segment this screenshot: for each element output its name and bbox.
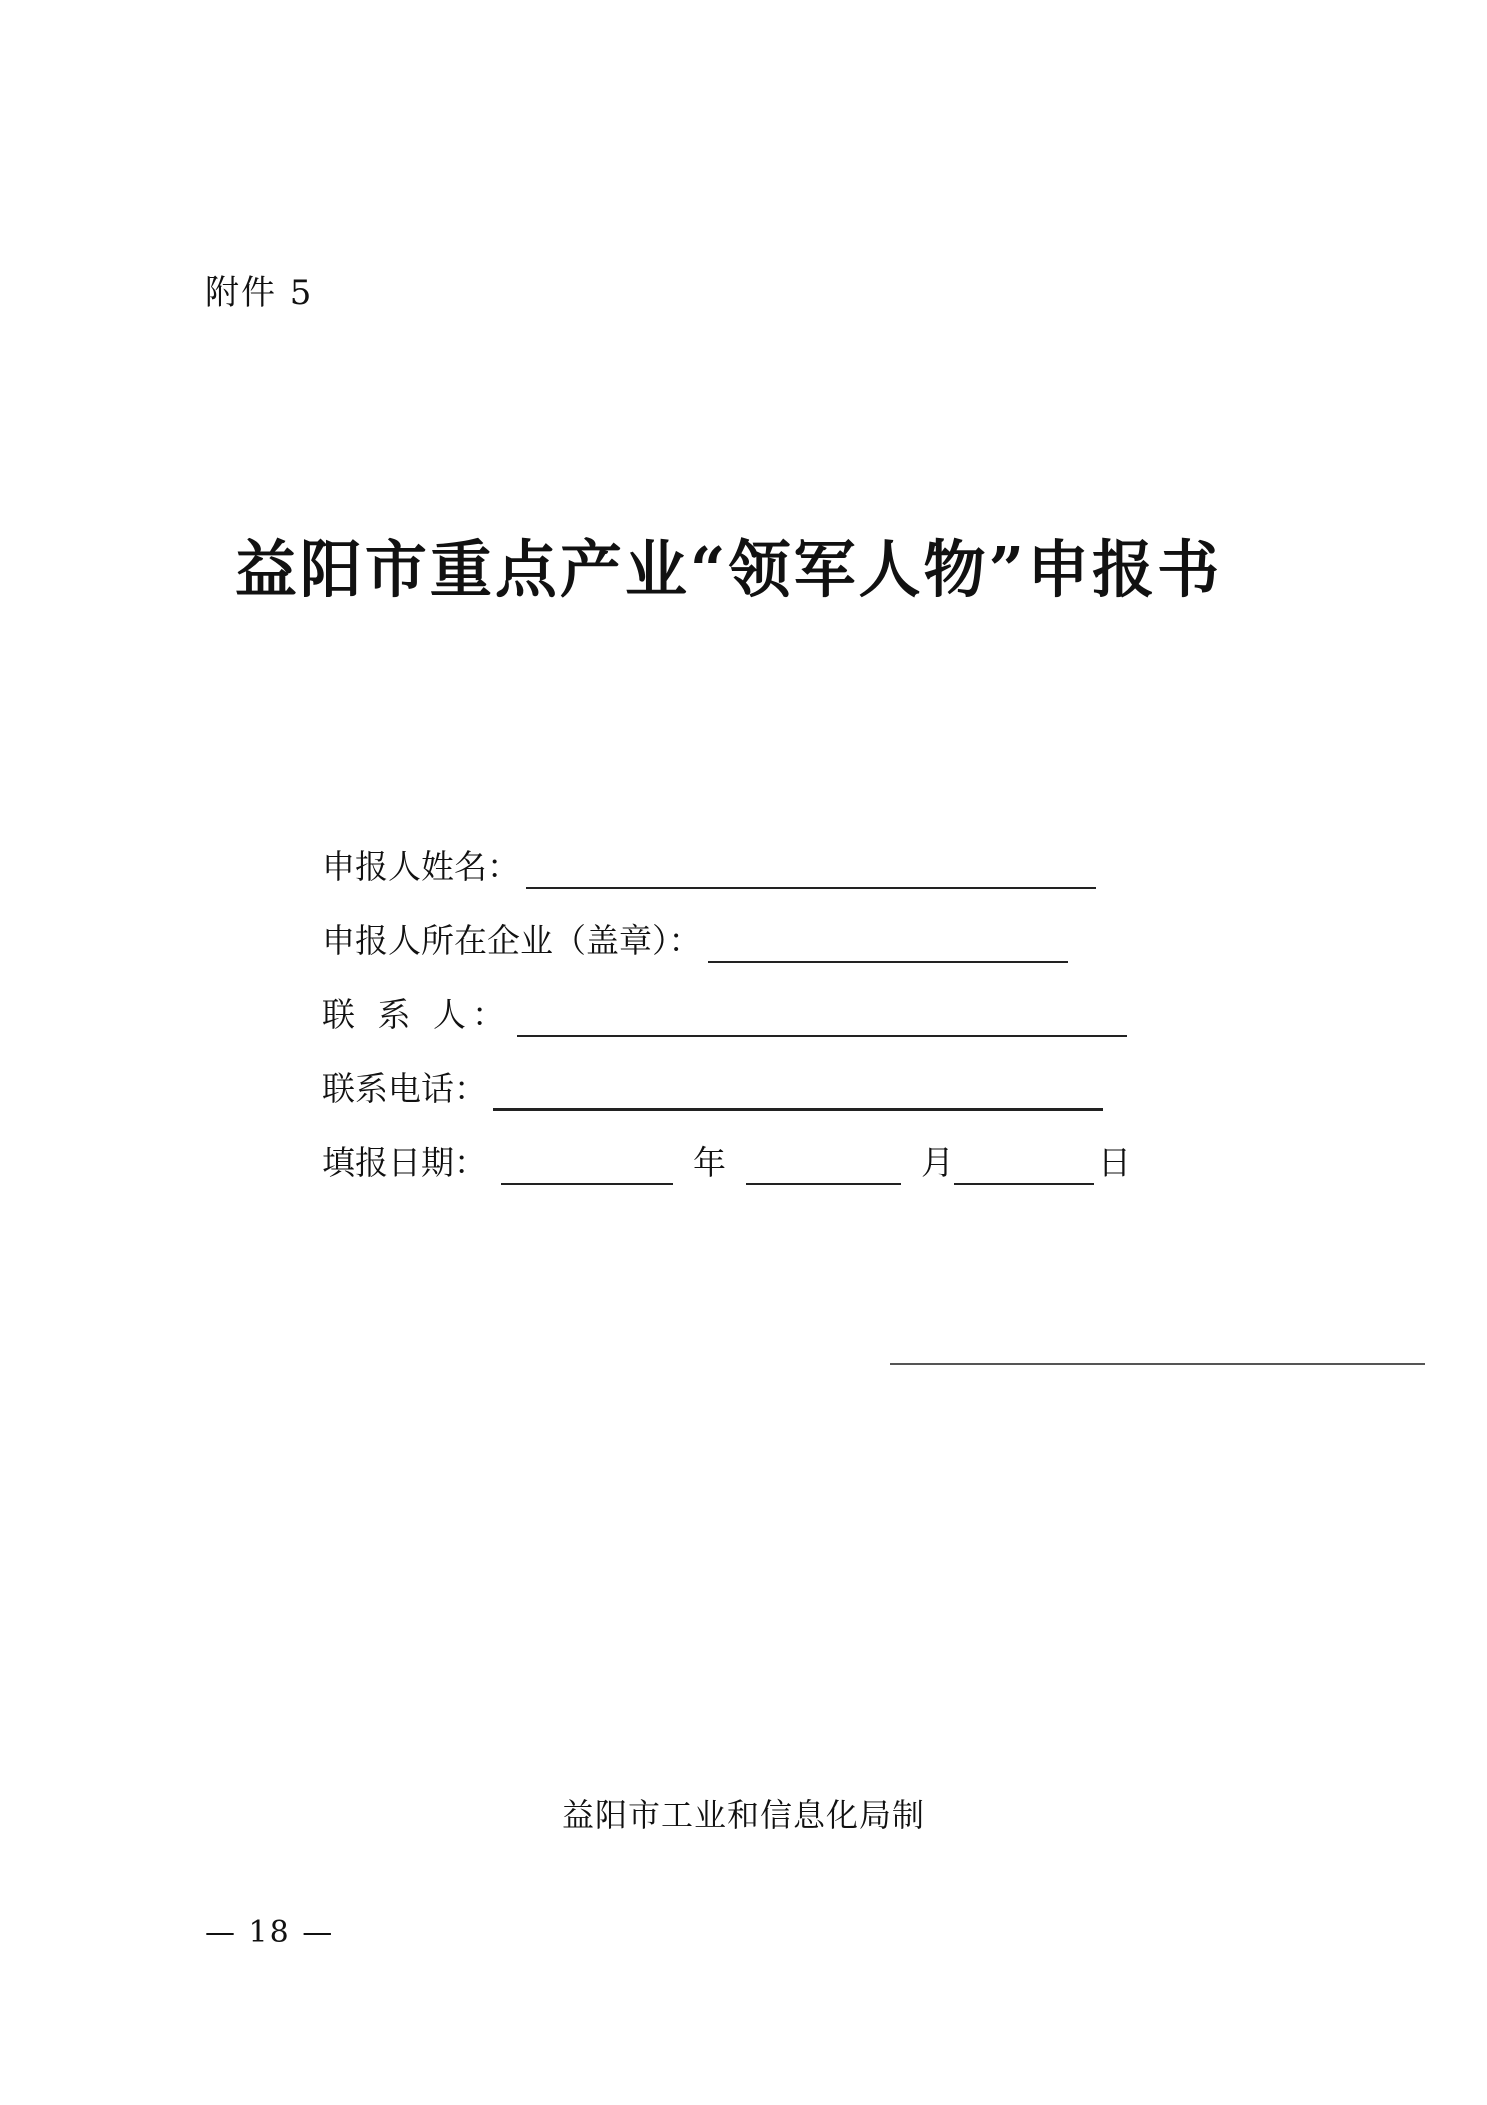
attachment-label: 附件 5 [205, 273, 314, 313]
page-number: — 18 — [205, 1915, 335, 1950]
contact-field[interactable] [517, 995, 1127, 1037]
issuer-text: 益阳市工业和信息化局制 [561, 1796, 925, 1834]
form-row-applicant-name [322, 815, 1162, 889]
month-label: 月 [921, 1143, 954, 1182]
date-day-field[interactable] [954, 1143, 1094, 1185]
form-row-contact [322, 963, 1162, 1037]
applicant-name-label: 申报人姓名： [322, 847, 520, 886]
company-field[interactable] [708, 921, 1068, 963]
horizontal-rule [890, 1363, 1425, 1365]
document-title: 益阳市重点产业“领军人物”申报书 [234, 533, 1223, 606]
form-row-date [322, 1111, 1162, 1185]
company-label: 申报人所在企业（盖章）： [322, 921, 702, 960]
day-label: 日 [1098, 1143, 1131, 1182]
phone-field[interactable] [493, 1068, 1103, 1111]
date-label: 填报日期： [322, 1143, 487, 1182]
date-year-field[interactable] [501, 1143, 673, 1185]
phone-label: 联系电话： [322, 1069, 487, 1108]
application-form [322, 815, 1162, 1185]
contact-label: 联 系 人： [322, 995, 511, 1034]
applicant-name-field[interactable] [526, 847, 1096, 889]
form-row-phone [322, 1037, 1162, 1111]
date-month-field[interactable] [746, 1143, 901, 1185]
year-label: 年 [693, 1143, 726, 1182]
form-row-company [322, 889, 1162, 963]
